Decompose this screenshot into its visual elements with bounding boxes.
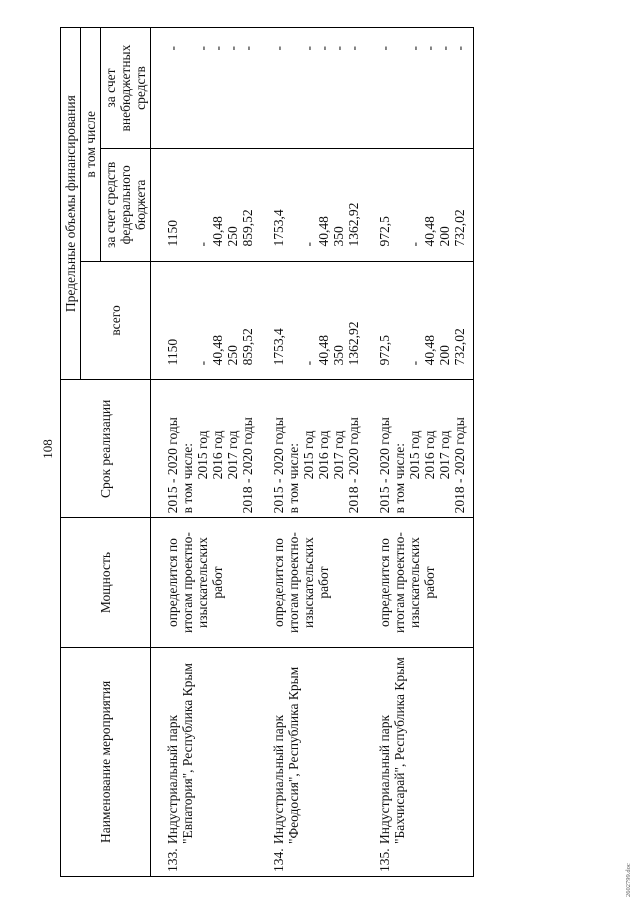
project-title-line: "Феодосия", Республика Крым bbox=[286, 666, 301, 844]
amount-value: - bbox=[407, 360, 422, 366]
amount-value: - bbox=[240, 46, 255, 51]
capacity-line: определится по bbox=[377, 538, 392, 628]
footer-filename: 2602799.doc bbox=[625, 863, 632, 897]
capacity-line: определится по bbox=[271, 538, 286, 628]
term-line: в том числе: bbox=[286, 442, 301, 514]
capacity-line: итогам проектно- bbox=[180, 532, 195, 633]
header-extrabudget: за счет внебюджетных средств bbox=[101, 28, 151, 149]
cell-federal bbox=[257, 149, 363, 261]
capacity-line: работ bbox=[316, 566, 331, 599]
term-line: 2018 - 2020 годы bbox=[346, 417, 361, 514]
amount-value: 732,02 bbox=[452, 328, 467, 366]
table-row bbox=[257, 28, 363, 877]
row-number: 134. bbox=[271, 848, 286, 872]
row-number: 133. bbox=[165, 848, 180, 872]
amount-value: 250 bbox=[225, 345, 240, 366]
table-row bbox=[151, 28, 258, 877]
project-title-line: Индустриальный парк bbox=[271, 714, 286, 844]
amount-value: - bbox=[377, 46, 392, 51]
cell-total bbox=[257, 261, 363, 380]
amount-value: - bbox=[301, 46, 316, 51]
amount-value: - bbox=[301, 360, 316, 366]
amount-value bbox=[286, 266, 301, 366]
table-row bbox=[363, 28, 474, 877]
amount-value: - bbox=[271, 46, 286, 51]
amount-value: 859,52 bbox=[240, 328, 255, 366]
capacity-line: работ bbox=[422, 566, 437, 599]
amount-value: - bbox=[195, 242, 210, 247]
term-line: в том числе: bbox=[392, 442, 407, 514]
amount-value: - bbox=[346, 46, 361, 51]
project-title-line: Индустриальный парк bbox=[377, 714, 392, 844]
amount-value: 40,48 bbox=[422, 216, 437, 247]
header-federal: за счет средств федерального бюджета bbox=[101, 149, 151, 261]
amount-value bbox=[286, 46, 301, 144]
table-header bbox=[61, 28, 151, 877]
cell-federal bbox=[363, 149, 474, 261]
amount-value bbox=[392, 153, 407, 246]
amount-value: 859,52 bbox=[240, 209, 255, 247]
cell-total bbox=[363, 261, 474, 380]
header-term: Срок реализации bbox=[61, 380, 151, 518]
amount-value bbox=[180, 153, 195, 246]
term-line: 2016 год bbox=[210, 430, 225, 480]
amount-value: - bbox=[195, 360, 210, 366]
amount-value: - bbox=[452, 46, 467, 51]
amount-value bbox=[392, 46, 407, 144]
amount-value bbox=[286, 153, 301, 246]
capacity-line: работ bbox=[210, 566, 225, 599]
amount-value: 1753,4 bbox=[271, 209, 286, 247]
funding-table bbox=[60, 27, 474, 877]
header-total: всего bbox=[81, 261, 151, 380]
capacity-line: итогам проектно- bbox=[392, 532, 407, 633]
term-line: 2015 год bbox=[407, 430, 422, 480]
project-title-line: Индустриальный парк bbox=[165, 714, 180, 844]
cell-name bbox=[151, 647, 258, 876]
cell-term bbox=[363, 380, 474, 518]
amount-value bbox=[180, 266, 195, 366]
amount-value: 40,48 bbox=[316, 334, 331, 366]
capacity-line: итогам проектно- bbox=[286, 532, 301, 633]
cell-federal bbox=[151, 149, 258, 261]
amount-value: 1150 bbox=[165, 220, 180, 247]
capacity-line: изыскательских bbox=[301, 537, 316, 629]
term-line: 2015 год bbox=[195, 430, 210, 480]
amount-value: 350 bbox=[331, 226, 346, 247]
amount-value: 1362,92 bbox=[346, 321, 361, 366]
page-number: 108 bbox=[40, 439, 55, 459]
header-name: Наименование мероприятия bbox=[61, 647, 151, 876]
amount-value: 40,48 bbox=[210, 216, 225, 247]
amount-value: 1150 bbox=[165, 338, 180, 366]
cell-name bbox=[257, 647, 363, 876]
capacity-line: изыскательских bbox=[407, 537, 422, 629]
amount-value: - bbox=[407, 46, 422, 51]
amount-value: 1362,92 bbox=[346, 202, 361, 247]
capacity-line: изыскательских bbox=[195, 537, 210, 629]
amount-value: 200 bbox=[437, 226, 452, 247]
row-number: 135. bbox=[377, 848, 392, 872]
amount-value: - bbox=[195, 46, 210, 51]
amount-value: 40,48 bbox=[210, 334, 225, 366]
amount-value: 972,5 bbox=[377, 334, 392, 366]
term-line: 2015 - 2020 годы bbox=[165, 417, 180, 514]
cell-total bbox=[151, 261, 258, 380]
amount-value: 250 bbox=[225, 226, 240, 247]
term-line: в том числе: bbox=[180, 442, 195, 514]
cell-term bbox=[151, 380, 258, 518]
header-funding: Предельные объемы финансирования bbox=[61, 28, 81, 380]
amount-value: 1753,4 bbox=[271, 328, 286, 366]
term-line: 2015 - 2020 годы bbox=[271, 417, 286, 514]
cell-term bbox=[257, 380, 363, 518]
cell-extrabudget bbox=[257, 28, 363, 149]
term-line: 2018 - 2020 годы bbox=[240, 417, 255, 514]
term-line: 2017 год bbox=[225, 430, 240, 480]
cell-capacity bbox=[257, 518, 363, 647]
term-line: 2017 год bbox=[437, 430, 452, 480]
amount-value: - bbox=[210, 46, 225, 51]
amount-value: 732,02 bbox=[452, 209, 467, 247]
amount-value: - bbox=[316, 46, 331, 51]
cell-name bbox=[363, 647, 474, 876]
amount-value bbox=[392, 266, 407, 366]
cell-extrabudget bbox=[363, 28, 474, 149]
term-line: 2015 год bbox=[301, 430, 316, 480]
amount-value: 40,48 bbox=[316, 216, 331, 247]
amount-value: - bbox=[422, 46, 437, 51]
header-capacity: Мощность bbox=[61, 518, 151, 647]
table-body bbox=[151, 28, 474, 877]
term-line: 2016 год bbox=[422, 430, 437, 480]
term-line: 2015 - 2020 годы bbox=[377, 417, 392, 514]
amount-value: 972,5 bbox=[377, 216, 392, 247]
term-line: 2017 год bbox=[331, 430, 346, 480]
cell-extrabudget bbox=[151, 28, 258, 149]
amount-value: 350 bbox=[331, 345, 346, 366]
amount-value bbox=[180, 46, 195, 144]
cell-capacity bbox=[151, 518, 258, 647]
cell-capacity bbox=[363, 518, 474, 647]
amount-value: - bbox=[331, 46, 346, 51]
amount-value: - bbox=[225, 46, 240, 51]
amount-value: - bbox=[301, 242, 316, 247]
amount-value: 200 bbox=[437, 345, 452, 366]
capacity-line: определится по bbox=[165, 538, 180, 628]
amount-value: - bbox=[437, 46, 452, 51]
amount-value: 40,48 bbox=[422, 334, 437, 366]
amount-value: - bbox=[407, 242, 422, 247]
project-title-line: "Евпатория", Республика Крым bbox=[180, 663, 195, 844]
project-title-line: "Бахчисарай", Республика Крым bbox=[392, 657, 407, 844]
term-line: 2016 год bbox=[316, 430, 331, 480]
header-including: в том числе bbox=[81, 28, 101, 262]
amount-value: - bbox=[165, 46, 180, 51]
term-line: 2018 - 2020 годы bbox=[452, 417, 467, 514]
